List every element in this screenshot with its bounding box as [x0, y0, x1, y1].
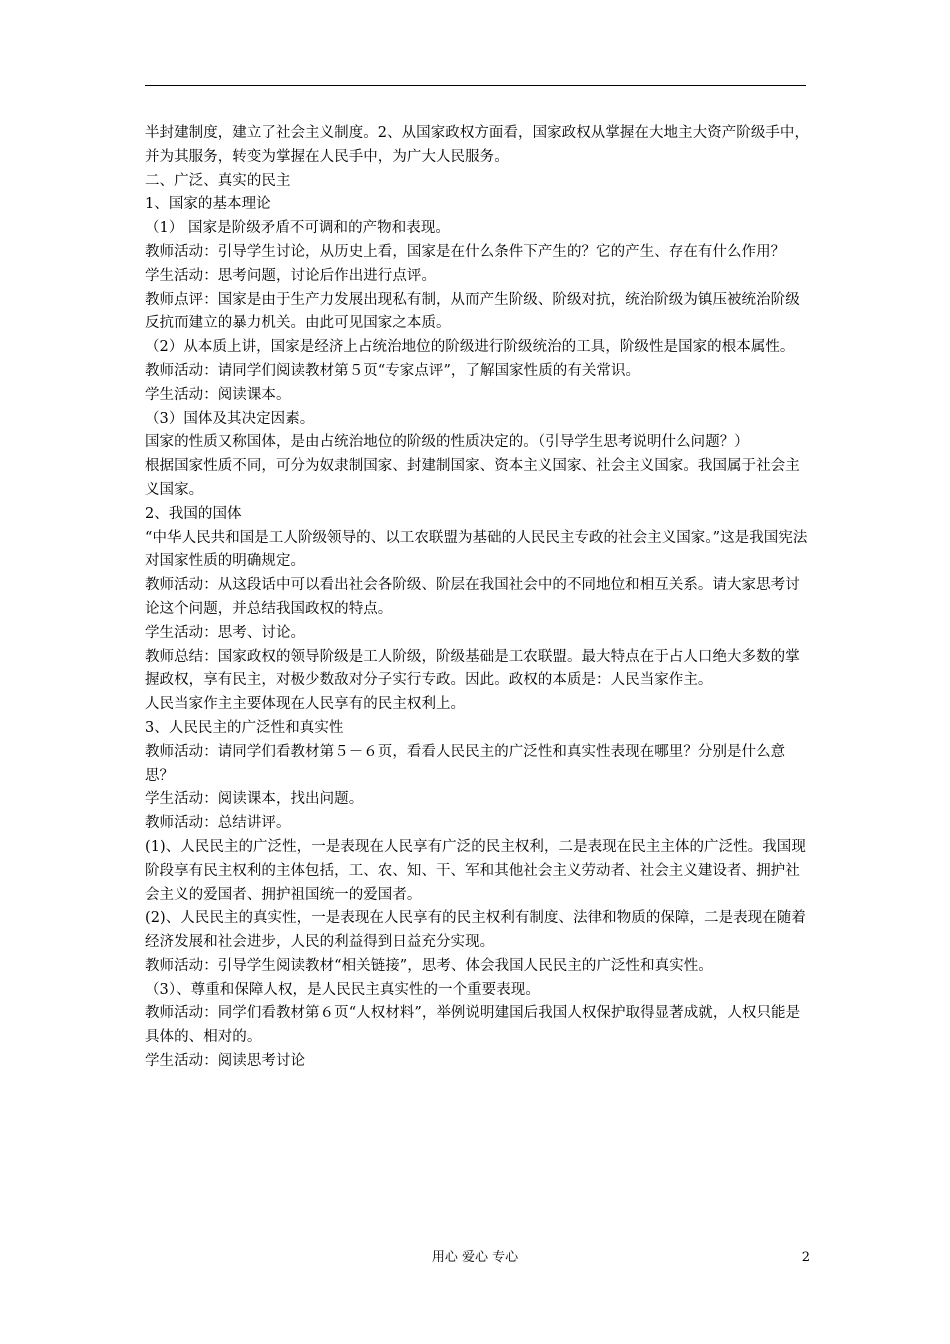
- paragraph: 人民当家作主主要体现在人民享有的民主权利上。: [145, 696, 466, 713]
- paragraph: (2)、人民民主的真实性，一是表现在人民享有的民主权利有制度、法律和物质的保障，二是表现在随着经济发展和社会进步，人民的利益得到日益充分实现。: [145, 910, 806, 951]
- paragraph: 教师总结：国家政权的领导阶级是工人阶级，阶级基础是工农联盟。最大特点在于占人口绝大多数的掌握政权，享有民主，对极少数敌对分子实行专政。因此。政权的本质是：人民当家作主。: [145, 648, 800, 689]
- footer-motto: 用心 爱心 专心: [431, 1250, 519, 1265]
- paragraph: 教师活动：总结讲评。: [145, 815, 291, 832]
- section-heading: 二、广泛、真实的民主: [145, 172, 291, 189]
- paragraph: （2）从本质上讲，国家是经济上占统治地位的阶级进行阶级统治的工具，阶级性是国家的根本属性。: [145, 339, 795, 356]
- header-rule: [145, 85, 806, 86]
- paragraph: （3）国体及其决定因素。: [145, 410, 315, 427]
- paragraph: 教师活动：引导学生讨论，从历史上看，国家是在什么条件下产生的？它的产生、存在有什么作用？: [145, 243, 786, 260]
- paragraph: （3）、尊重和保障人权，是人民民主真实性的一个重要表现。: [145, 981, 540, 998]
- paragraph: 学生活动：思考、讨论。: [145, 624, 306, 641]
- paragraph: 学生活动：思考问题，讨论后作出进行点评。: [145, 267, 436, 284]
- paragraph: 教师活动：请同学们看教材第５－６页，看看人民民主的广泛性和真实性表现在哪里？分别是什么意思？: [145, 743, 786, 784]
- paragraph: 半封建制度，建立了社会主义制度。2、从国家政权方面看，国家政权从掌握在大地主大资产阶级手中，并为其服务，转变为掌握在人民手中，为广大人民服务。: [145, 125, 810, 165]
- page-number: 2: [801, 1250, 810, 1265]
- paragraph: 学生活动：阅读课本，找出问题。: [145, 791, 364, 808]
- paragraph: 国家的性质又称国体，是由占统治地位的阶级的性质决定的。（引导学生思考说明什么问题？）: [145, 434, 749, 451]
- paragraph: 根据国家性质不同，可分为奴隶制国家、封建制国家、资本主义国家、社会主义国家。我国属于社会主义国家。: [145, 458, 800, 498]
- subsection-heading: 2、我国的国体: [145, 505, 242, 522]
- paragraph: 教师活动：同学们看教材第６页“人权材料”，举例说明建国后我国人权保护取得显著成就，人权只能是具体的、相对的。: [145, 1005, 801, 1046]
- paragraph: 学生活动：阅读课本。: [145, 386, 291, 403]
- subsection-heading: 3、人民民主的广泛性和真实性: [145, 719, 344, 736]
- subsection-heading: 1、国家的基本理论: [145, 196, 271, 213]
- paragraph: “中华人民共和国是工人阶级领导的、以工农联盟为基础的人民民主专政的社会主义国家。”这是我国宪法对国家性质的明确规定。: [145, 529, 808, 570]
- paragraph: 学生活动：阅读思考讨论: [145, 1053, 306, 1070]
- paragraph: 教师活动：从这段话中可以看出社会各阶级、阶层在我国社会中的不同地位和相互关系。请大家思考讨论这个问题，并总结我国政权的特点。: [145, 577, 800, 617]
- paragraph: 教师点评：国家是由于生产力发展出现私有制，从而产生阶级、阶级对抗，统治阶级为镇压被统治阶级反抗而建立的暴力机关。由此可见国家之本质。: [145, 291, 800, 332]
- paragraph: (1)、人民民主的广泛性，一是表现在人民享有广泛的民主权利，二是表现在民主主体的广泛性。我国现阶段享有民主权利的主体包括，工、农、知、干、军和其他社会主义劳动者、社会主义建设者、拥护社会主义的爱国者、拥护祖国统一的爱国者。: [145, 838, 806, 903]
- document-body: [145, 122, 810, 1074]
- paragraph: 教师活动：引导学生阅读教材“相关链接”，思考、体会我国人民民主的广泛性和真实性。: [145, 957, 713, 974]
- paragraph: 教师活动：请同学们阅读教材第５页“专家点评”，了解国家性质的有关常识。: [145, 362, 641, 379]
- paragraph: （1） 国家是阶级矛盾不可调和的产物和表现。: [145, 220, 450, 237]
